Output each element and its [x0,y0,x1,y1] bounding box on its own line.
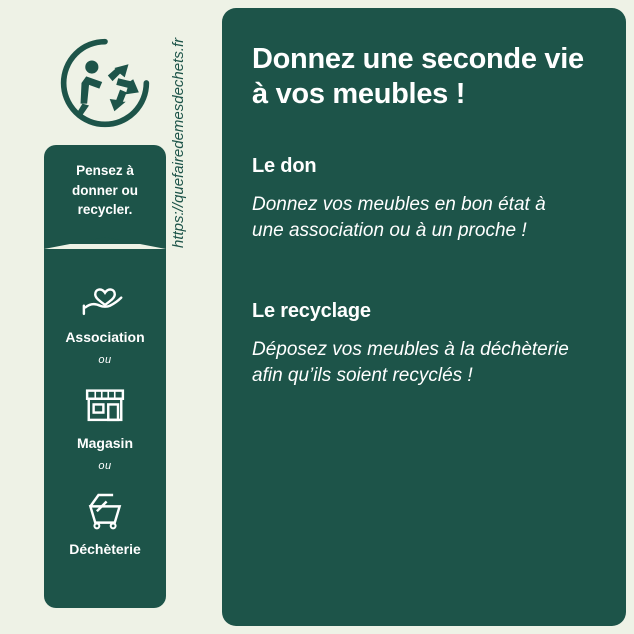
page-title: Donnez une seconde vie à vos meubles ! [252,43,584,111]
option-dechetterie [44,479,166,557]
section-body-recyclage: Déposez vos meubles à la déchèterie afin qu’ils soient recyclés ! [252,339,569,387]
option-association [44,267,166,345]
separator-ou-1: ou [98,354,112,366]
section-le-don [252,155,596,244]
shop-icon [44,373,166,431]
ribbon-notch [44,223,166,249]
recycling-person-logo [58,36,152,130]
content-panel [222,8,626,626]
option-magasin [44,373,166,451]
options-column [44,249,166,608]
section-body-don: Donnez vos meubles en bon état à une association ou à un proche ! [252,193,546,241]
waste-container-icon [44,479,166,537]
hand-heart-icon [44,267,166,325]
option-label-magasin: Magasin [76,435,133,451]
section-le-recyclage [252,300,596,389]
ribbon-text: Pensez à donner ou recycler. [72,163,138,218]
section-title-recyclage: Le recyclage [252,300,371,323]
section-title-don: Le don [252,154,317,177]
separator-ou-2: ou [98,460,112,472]
option-label-association: Association [65,329,145,345]
website-url[interactable]: https://quefairedemesdechets.fr [170,37,187,248]
option-label-dechetterie: Déchèterie [69,541,141,557]
